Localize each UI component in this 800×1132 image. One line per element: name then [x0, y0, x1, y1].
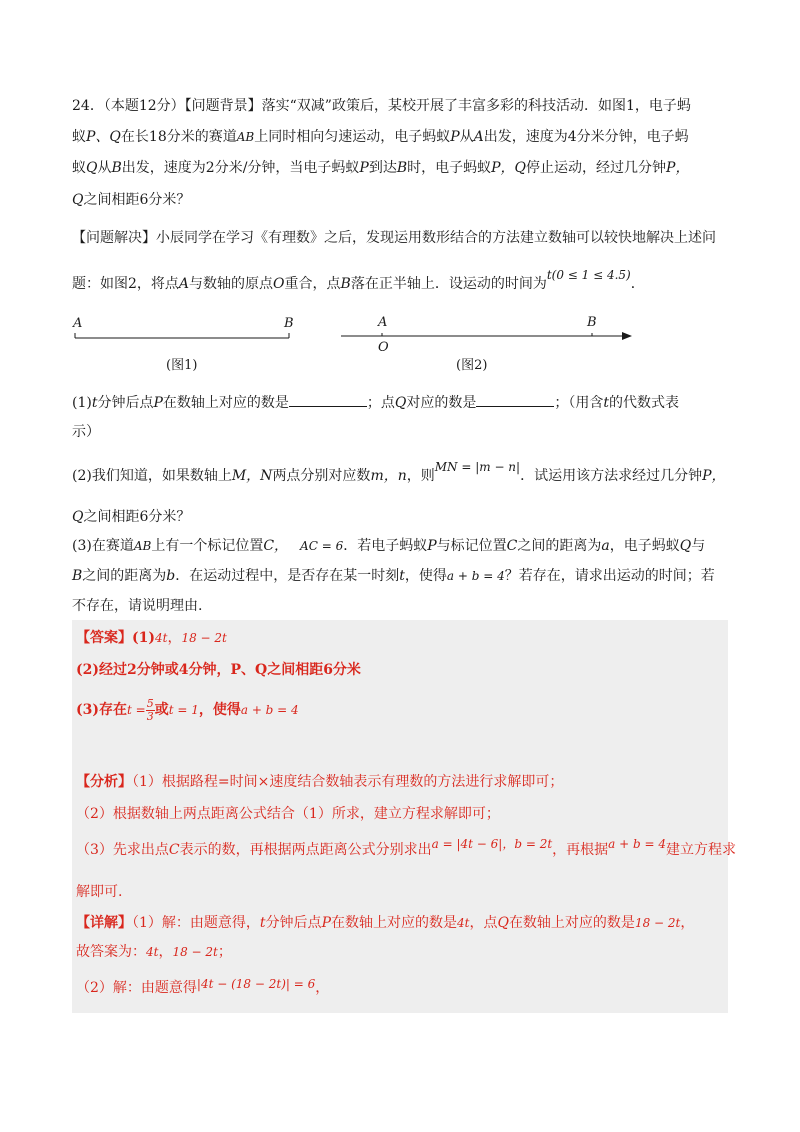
text: 时，电子蚂蚁: [407, 160, 492, 176]
var: P: [427, 538, 437, 554]
denominator: 3: [146, 709, 154, 723]
answer-line-2: [76, 660, 361, 680]
text: ？若存在，请求出运动的时间；若: [504, 568, 715, 584]
var: A: [473, 129, 484, 145]
text: (1): [72, 395, 92, 411]
math-AB: AB: [236, 130, 255, 144]
math-4t: 4t: [146, 945, 159, 959]
var: B: [72, 568, 83, 584]
text: 表示的数，再根据两点距离公式分别求出: [179, 842, 432, 858]
var: O: [273, 276, 285, 292]
problem-line-6: [72, 268, 645, 294]
var: Q: [86, 160, 98, 176]
var: t: [259, 915, 266, 931]
var: P: [450, 129, 460, 145]
math-18-2t: 18 − 2t: [181, 631, 227, 645]
math-t-range: t(0 ≤ 1 ≤ 4.5): [546, 268, 631, 282]
var: B: [340, 276, 351, 292]
text: 在数轴上对应的数是: [508, 915, 635, 931]
var: b: [166, 568, 176, 584]
text: 在数轴上对应的数是: [162, 395, 289, 411]
var: P: [359, 160, 369, 176]
text: ．: [630, 276, 645, 292]
var: Q: [679, 538, 692, 554]
text: ，: [315, 980, 330, 996]
text: 故答案为：: [76, 944, 146, 960]
text: （3）先求出点: [76, 842, 169, 858]
text: ；: [217, 944, 232, 960]
var: P，: [666, 160, 690, 176]
text: ．若电子蚂蚁: [343, 538, 428, 554]
math-4t: 4t: [456, 916, 470, 930]
text: 上同时相向匀速运动，电子蚂蚁: [254, 129, 451, 145]
text: (3)存在: [76, 702, 127, 718]
math-a-plus-b: a + b = 4: [446, 569, 505, 583]
var: B: [396, 160, 408, 176]
text: 分钟后点: [265, 915, 322, 931]
var: P、Q: [86, 129, 121, 145]
text: （2）解：由题意得: [76, 980, 197, 996]
text: 在长18分米的赛道: [120, 129, 237, 145]
problem-line-1: [72, 96, 691, 116]
text: 从: [97, 160, 112, 176]
math-t-eq: t =: [127, 703, 146, 717]
var: P，Q: [491, 160, 527, 176]
text: 从: [459, 129, 474, 145]
text: (1): [132, 630, 155, 646]
text: ；点: [366, 395, 395, 411]
problem-text: 24．（本题12分）【问题背景】落实“双减”政策后，某校开展了丰富多彩的科技活动．如图1，电子蚂: [72, 98, 691, 114]
text: ，点: [469, 915, 498, 931]
text: 题：如图2，将点: [72, 276, 179, 292]
math-MN: MN = |m − n|: [434, 460, 521, 474]
analysis-line-2: [76, 804, 500, 824]
text: ，使得: [404, 568, 447, 584]
var: Q: [72, 509, 84, 525]
math-18-2t: 18 − 2t: [172, 945, 218, 959]
var: A: [178, 276, 190, 292]
text: 出发，速度为2分米/分钟，当电子蚂蚁: [121, 160, 360, 176]
text: 之间相距6分米？: [83, 192, 191, 208]
fig2-point-A: A: [378, 315, 388, 330]
fig1-point-A: A: [73, 316, 83, 331]
numerator: 5: [146, 696, 154, 710]
math-t-1: t = 1: [168, 703, 199, 717]
math-a-plus-b: a + b = 4: [240, 703, 299, 717]
var: P: [153, 395, 163, 411]
var: a: [601, 538, 610, 554]
text: 重合，点: [284, 276, 341, 292]
math-a-b-def: a = |4t − 6|，b = 2t: [431, 837, 553, 851]
text: 建立方程求: [666, 842, 737, 858]
question-3-line-2: [72, 566, 715, 586]
text: 不存在，请说明理由.: [72, 598, 203, 614]
text: 与: [691, 538, 706, 554]
text: (2)我们知道，如果数轴上: [72, 468, 232, 484]
var: t: [399, 568, 405, 584]
text: ，: [158, 944, 173, 960]
text: 对应的数是: [406, 395, 477, 411]
text: ，使得: [198, 702, 241, 718]
fig2-point-B: B: [587, 315, 597, 330]
text: 上有一个标记位置: [151, 538, 264, 554]
text: ．试运用该方法求经过几分钟: [520, 468, 703, 484]
detail-line-3: [76, 978, 329, 998]
text: 落在正半轴上．设运动的时间为: [350, 276, 547, 292]
answer-tag: 【答案】: [76, 630, 132, 646]
text: 蚁: [72, 129, 86, 145]
math-AB: AB: [133, 539, 152, 553]
problem-line-3: [72, 158, 689, 178]
text: 或: [154, 702, 169, 718]
text: ，再根据: [552, 842, 609, 858]
problem-line-2: [72, 127, 689, 147]
analysis-line-4: [76, 882, 122, 902]
text: 停止运动，经过几分钟: [526, 160, 667, 176]
detail-line-2: [76, 942, 232, 962]
text: （1）解：由题意得，: [132, 915, 260, 931]
var: M，N: [231, 468, 273, 484]
text: (3)在赛道: [72, 538, 134, 554]
question-2-cont: [72, 507, 190, 527]
var: t: [91, 395, 98, 411]
var: P，: [702, 468, 726, 484]
var: t: [603, 395, 610, 411]
detail-tag: 【详解】: [76, 915, 132, 931]
text: 【问题解决】小辰同学在学习《有理数》之后，发现运用数形结合的方法建立数轴可以较快地解决上述问: [72, 230, 716, 246]
var: C: [506, 538, 518, 554]
question-3-line-3: [72, 596, 202, 616]
answer-blank-2[interactable]: [476, 392, 554, 407]
question-2: [72, 460, 726, 486]
var: Q: [497, 915, 509, 931]
text: ，: [680, 915, 695, 931]
problem-line-5: [72, 228, 716, 248]
var: m，n: [370, 468, 407, 484]
answer-line-1: [76, 628, 227, 648]
text: （2）根据数轴上两点距离公式结合（1）所求，建立方程求解即可；: [76, 806, 500, 822]
detail-line-1: [76, 913, 694, 933]
segment-AB-icon: [74, 330, 294, 344]
var: Q: [394, 395, 407, 411]
math-4t: 4t: [155, 631, 168, 645]
text: 与数轴的原点: [189, 276, 274, 292]
text: 与标记位置: [436, 538, 507, 554]
text: 之间的距离为: [82, 568, 167, 584]
fig2-caption: (图2): [456, 358, 488, 373]
fig1-point-B: B: [284, 316, 294, 331]
text: 蚁: [72, 160, 86, 176]
analysis-tag: 【分析】: [76, 774, 132, 790]
math-AC: AC = 6: [300, 539, 344, 553]
fig1-caption: (图1): [166, 358, 198, 373]
text: 在数轴上对应的数是: [330, 915, 457, 931]
fig2-origin-O: O: [378, 340, 389, 355]
text: 分钟后点: [97, 395, 154, 411]
text: ，电子蚂蚁: [609, 538, 680, 554]
text: ，: [167, 630, 182, 646]
analysis-line-3: [76, 837, 737, 860]
question-1-cont: [72, 422, 100, 442]
text: （1）根据路程=时间×速度结合数轴表示有理数的方法进行求解即可；: [132, 774, 564, 790]
var: P: [321, 915, 331, 931]
var: Q: [72, 192, 84, 208]
math-18-2t: 18 − 2t: [634, 916, 681, 930]
text: (2)经过2分钟或4分钟，P、Q之间相距6分米: [76, 662, 361, 678]
fraction-5-3: [146, 698, 155, 723]
analysis-line-1: [76, 772, 563, 792]
var: C，: [263, 538, 289, 554]
question-3: [72, 536, 705, 556]
text: 之间的距离为: [517, 538, 602, 554]
text: 示）: [72, 424, 100, 440]
text: 到达: [368, 160, 397, 176]
text: ，则: [406, 468, 435, 484]
text: ．在运动过程中，是否存在某一时刻: [175, 568, 400, 584]
text: 之间相距6分米？: [83, 509, 191, 525]
question-1: [72, 392, 679, 413]
answer-blank-1[interactable]: [289, 392, 367, 407]
text: 两点分别对应数: [272, 468, 371, 484]
problem-line-4: [72, 190, 190, 210]
math-a-plus-b: a + b = 4: [608, 837, 667, 851]
answer-line-3: [76, 697, 299, 723]
var: B: [111, 160, 122, 176]
text: 出发，速度为4分米分钟，电子蚂: [483, 129, 689, 145]
text: 的代数式表: [609, 395, 680, 411]
math-equation: |4t − (18 − 2t)| = 6: [196, 977, 316, 991]
text: 解即可.: [76, 884, 123, 900]
text: ；（用含: [554, 395, 604, 411]
var: C: [168, 842, 180, 858]
